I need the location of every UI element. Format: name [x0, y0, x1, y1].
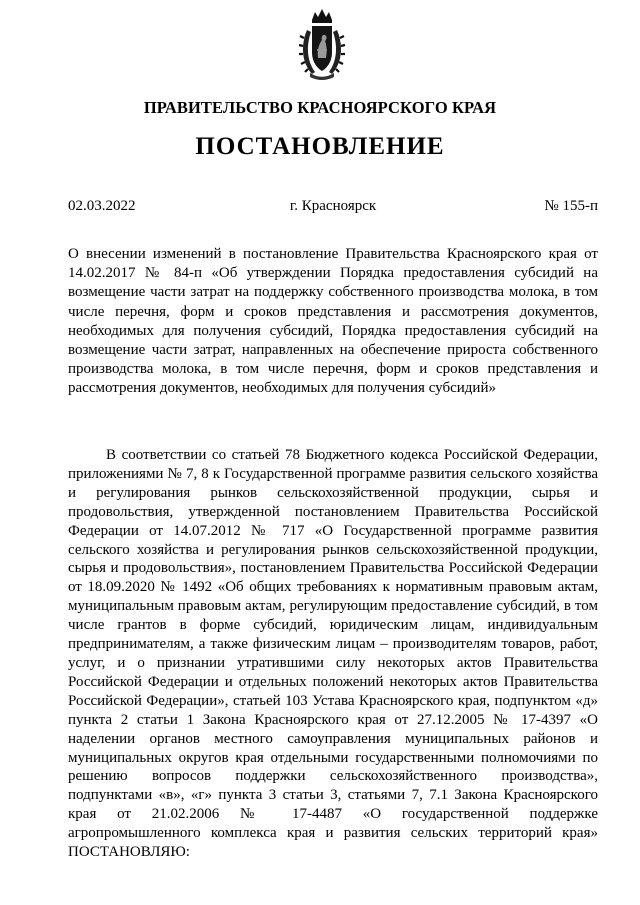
document-city: г. Красноярск — [289, 198, 377, 214]
krasnoyarsk-coat-of-arms-icon — [298, 6, 346, 82]
document-body-paragraph: В соответствии со статьей 78 Бюджетного кодекса Российской Федерации, приложениями № 7, 8 к Государственной программе развития сельского хозяйства и регулирования рынков сельскохозяйственной продукции, сырья и продовольствия, утвержденной постановлением Правительства Российской Федерации от 14.07.2012 № 717 «О Государственной программе развития сельского хозяйства и регулирования рынков сельскохозяйственной продукции, сырья и продовольствия», постановлением Правительства Российской Федерации от 18.09.2020 № 1492 «Об общих требованиях к нормативным правовым актам, муниципальным правовым актам, регулирующим предоставление субсидий, в том числе грантов в форме субсидий, юридическим лицам, индивидуальным предпринимателям, а также физическим лицам – производителям товаров, работ, услуг, и о признании утратившими силу некоторых актов Правительства Российской Федерации и отдельных положений некоторых актов Правительства Российской Федерации», статьей 103 Устава Красноярского края, подпунктом «д» пункта 2 статьи 1 Закона Красноярского края от 27.12.2005 № 17-4397 «О наделении органов местного самоуправления муниципальных районов и муниципальных округов края отдельными государственными полномочиями по решению вопросов поддержки сельскохозяйственного производства», подпунктами «в», «г» пункта 3 статьи 3, статьями 7, 7.1 Закона Красноярского края от 21.02.2006 № 17-4487 «О государственной поддержке агропромышленного комплекса края и развития сельских территорий края» ПОСТАНОВЛЯЮ: — [68, 447, 598, 861]
government-title: ПРАВИТЕЛЬСТВО КРАСНОЯРСКОГО КРАЯ — [143, 98, 497, 117]
document-number: № 155-п — [544, 198, 598, 214]
document-subject: О внесении изменений в постановление Правительства Красноярского края от 14.02.2017 № 84-п «Об утверждении Порядка предоставления субсидий на возмещение части затрат на поддержку собственного производства молока, в том числе перечня, форм и сроков представления и рассмотрения документов, необходимых для получения субсидий, Порядка предоставления субсидий на возмещение части затрат, направленных на обеспечение прироста собственного производства молока, в том числе перечня, форм и сроков представления и рассмотрения документов, необходимых для получения субсидий» — [68, 246, 598, 397]
document-type-title: ПОСТАНОВЛЕНИЕ — [195, 133, 445, 160]
document-date: 02.03.2022 — [68, 198, 136, 214]
document-meta-row — [68, 198, 598, 218]
